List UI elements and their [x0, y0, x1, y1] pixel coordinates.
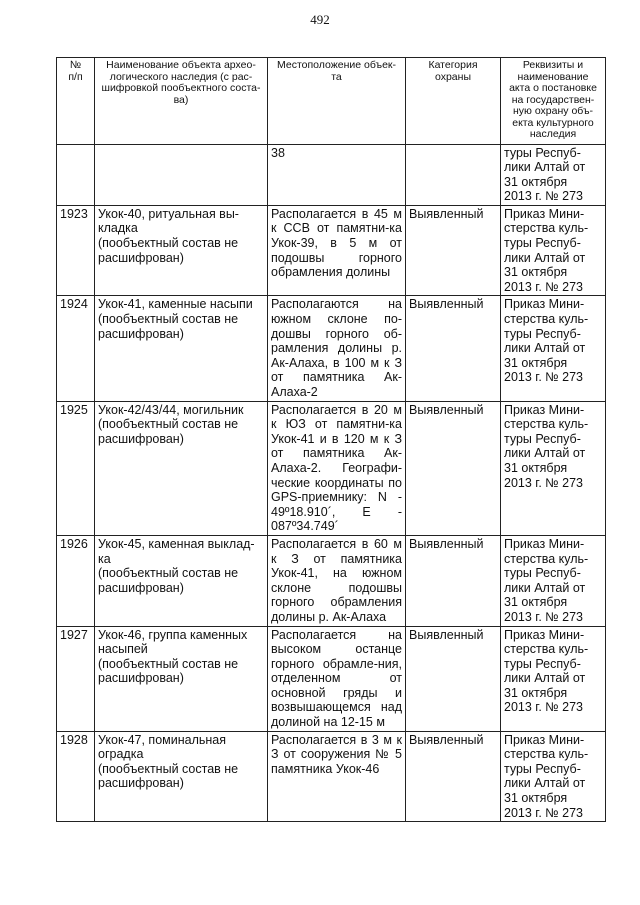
table-row	[57, 205, 606, 296]
header-object-name: Наименование объекта архео- логического наследия (с рас- шифровкой пообъектного соста- ва)	[95, 58, 268, 145]
cell-location: Располагается в 45 м к ССВ от памятни-ка Укок-39, в 5 м от подошвы горного обрамления долины	[268, 205, 406, 296]
page-number: 492	[310, 12, 330, 27]
table-row	[57, 626, 606, 731]
cell-category	[406, 144, 501, 205]
cell-act: Приказ Мини- стерства куль- туры Респуб- лики Алтай от 31 октября 2013 г. № 273	[501, 626, 606, 731]
cell-number	[57, 144, 95, 205]
cell-act: Приказ Мини- стерства куль- туры Респуб- лики Алтай от 31 октября 2013 г. № 273	[501, 535, 606, 626]
table-header-row	[57, 58, 606, 145]
cell-object-name: Укок-42/43/44, могильник (пообъектный состав не расшифрован)	[95, 401, 268, 535]
cell-category: Выявленный	[406, 401, 501, 535]
cell-number: 1924	[57, 296, 95, 401]
cell-object-name: Укок-46, группа каменных насыпей (пообъектный состав не расшифрован)	[95, 626, 268, 731]
cell-category: Выявленный	[406, 626, 501, 731]
header-protection-category: Категория охраны	[406, 58, 501, 145]
cell-object-name: Укок-45, каменная выклад- ка (пообъектный состав не расшифрован)	[95, 535, 268, 626]
cell-location: Располагается на высоком останце горного обрамле-ния, отделенном от основной гряды и возвышающемся над долиной на 12-15 м	[268, 626, 406, 731]
cell-location: Располагаются на южном склоне по-дошвы горного об-рамления долины р. Ак-Алаха, в 100 м к З от памятника Ак-Алаха-2	[268, 296, 406, 401]
cell-act: Приказ Мини- стерства куль- туры Респуб- лики Алтай от 31 октября 2013 г. № 273	[501, 205, 606, 296]
cell-number: 1926	[57, 535, 95, 626]
cell-location: Располагается в 3 м к З от сооружения № 5 памятника Укок-46	[268, 731, 406, 822]
table-row	[57, 731, 606, 822]
cell-number: 1923	[57, 205, 95, 296]
table-row	[57, 401, 606, 535]
cell-act: туры Респуб- лики Алтай от 31 октября 2013 г. № 273	[501, 144, 606, 205]
cell-location: 38	[268, 144, 406, 205]
header-act-details: Реквизиты и наименование акта о постановке на государствен- ную охрану объ- екта культурного наследия	[501, 58, 606, 145]
cell-location: Располагается в 60 м к З от памятника Укок-41, на южном склоне подошвы горного обрамления долины р. Ак-Алаха	[268, 535, 406, 626]
cell-number: 1928	[57, 731, 95, 822]
cell-number: 1927	[57, 626, 95, 731]
table-row	[57, 535, 606, 626]
cell-object-name: Укок-40, ритуальная вы- кладка (пообъектный состав не расшифрован)	[95, 205, 268, 296]
cell-category: Выявленный	[406, 535, 501, 626]
cell-category: Выявленный	[406, 205, 501, 296]
table-row	[57, 296, 606, 401]
cell-act: Приказ Мини- стерства куль- туры Респуб- лики Алтай от 31 октября 2013 г. № 273	[501, 296, 606, 401]
cell-object-name: Укок-47, поминальная оградка (пообъектный состав не расшифрован)	[95, 731, 268, 822]
cell-category: Выявленный	[406, 296, 501, 401]
cell-object-name	[95, 144, 268, 205]
cell-act: Приказ Мини- стерства куль- туры Респуб- лики Алтай от 31 октября 2013 г. № 273	[501, 401, 606, 535]
table-row-continuation	[57, 144, 606, 205]
cell-location: Располагается в 20 м к ЮЗ от памятни-ка Укок-41 и в 120 м к З от памятника Ак-Алаха-2. Географи-ческие координаты по GPS-приемнику: N - 49º18.910´, E - 087º34.749´	[268, 401, 406, 535]
heritage-registry-table	[56, 57, 606, 822]
cell-number: 1925	[57, 401, 95, 535]
header-location: Местоположение объек- та	[268, 58, 406, 145]
cell-act: Приказ Мини- стерства куль- туры Респуб- лики Алтай от 31 октября 2013 г. № 273	[501, 731, 606, 822]
header-number: № п/п	[57, 58, 95, 145]
cell-object-name: Укок-41, каменные насыпи (пообъектный состав не расшифрован)	[95, 296, 268, 401]
cell-category: Выявленный	[406, 731, 501, 822]
